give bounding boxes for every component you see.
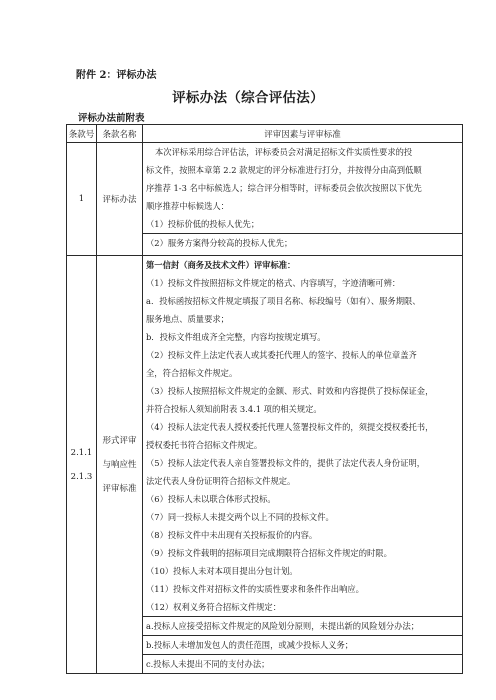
row2-criteria — [143, 256, 463, 674]
row2-line: （5）投标人法定代表人亲自签署投标文件的，提供了法定代表人身份证明， — [146, 458, 426, 468]
row2-line: c.投标人未提出不同的支付办法； — [143, 654, 462, 673]
row1-line: （1）投标价低的投标人优先； — [146, 219, 260, 229]
row2-line: a.投标人应接受招标文件规定的风险划分原则，未提出新的风险划分办法； — [143, 616, 462, 635]
row2-line: （12）权利义务符合招标文件规定： — [146, 602, 282, 612]
row2-line: （7）同一投标人未提交两个以上不同的投标文件。 — [146, 512, 334, 522]
row2-line: 并符合投标人须知前附表 3.4.1 项的相关规定。 — [146, 404, 322, 414]
table-row — [67, 256, 463, 674]
row2-clause-name-line: 与响应性 — [102, 459, 137, 470]
row2-line: 授权委托书符合招标文件规定。 — [146, 440, 263, 450]
row2-clause-name-line: 形式评审 — [102, 435, 137, 446]
row2-line: （2）投标文件上法定代表人或其委托代理人的签字、投标人的单位章盖齐 — [146, 350, 417, 360]
row1-line: 序推荐 1-3 名中标候选人；综合评分相等时，评标委员会依次按照以下优先 — [146, 183, 422, 193]
row2-clause-no-b: 2.1.3 — [70, 471, 93, 482]
row2-line: （10）投标人未对本项目提出分包计划。 — [146, 566, 298, 576]
row2-clause-name — [97, 256, 143, 674]
evaluation-criteria-table — [66, 124, 463, 674]
row1-clause-no: 1 — [67, 143, 97, 256]
attachment-label: 附件 2：评标办法 — [76, 70, 157, 81]
row2-line: b.投标人未增加发包人的责任范围，或减少投标人义务； — [143, 635, 462, 654]
row2-clause-no — [67, 256, 97, 674]
header-criteria: 评审因素与评审标准 — [143, 125, 463, 143]
row2-line: 全，符合招标文件规定。 — [146, 368, 238, 378]
row2-clause-no-a: 2.1.1 — [70, 447, 93, 458]
row2-line: 法定代表人身份证明符合招标文件规定。 — [146, 476, 296, 486]
header-clause-name: 条款名称 — [97, 125, 143, 143]
row2-line: （3）投标人按照招标文件规定的金额、形式、时效和内容提供了投标保证金， — [146, 386, 434, 396]
row1-criteria — [143, 143, 463, 256]
row2-line: （6）投标人未以联合体形式投标。 — [146, 494, 276, 504]
row1-clause-name: 评标办法 — [97, 143, 143, 256]
row2-line: 服务地点、质量要求； — [146, 314, 229, 324]
row1-line: （2）服务方案得分较高的投标人优先； — [143, 233, 462, 252]
row2-line: （4）投标人法定代表人授权委托代理人签署投标文件的，须提交授权委托书， — [146, 422, 434, 432]
row2-line: （11）投标文件对招标文件的实质性要求和条件作出响应。 — [146, 584, 364, 594]
table-row — [67, 143, 463, 256]
row2-clause-name-line: 评审标准 — [102, 483, 137, 494]
row2-line: （1）投标文件按照招标文件规定的格式、内容填写，字迹清晰可辨： — [146, 278, 401, 288]
row1-line: 标文件，按照本章第 2.2 款规定的评分标准进行打分，并按得分由高到低顺 — [146, 165, 422, 175]
row1-line: 本次评标采用综合评估法，评标委员会对满足招标文件实质性要求的投 — [155, 147, 413, 157]
header-clause-no: 条款号 — [67, 125, 97, 143]
row2-section-title: 第一信封（商务及技术文件）评审标准： — [146, 260, 296, 270]
row2-line: （9）投标文件载明的招标项目完成期限符合招标文件规定的时限。 — [146, 548, 392, 558]
table-caption: 评标办法前附表 — [78, 113, 145, 124]
row1-line: 顺序推荐中标候选人： — [146, 201, 229, 211]
row2-line: a．投标函按招标文件规定填报了项目名称、标段编号（如有）、服务期限、 — [146, 296, 421, 306]
row2-line: b．投标文件组成齐全完整，内容均按规定填写。 — [146, 332, 326, 342]
row2-line: （8）投标文件中未出现有关投标报价的内容。 — [146, 530, 318, 540]
document-title: 评标办法（综合评估法） — [172, 90, 324, 106]
table-header-row — [67, 125, 463, 143]
